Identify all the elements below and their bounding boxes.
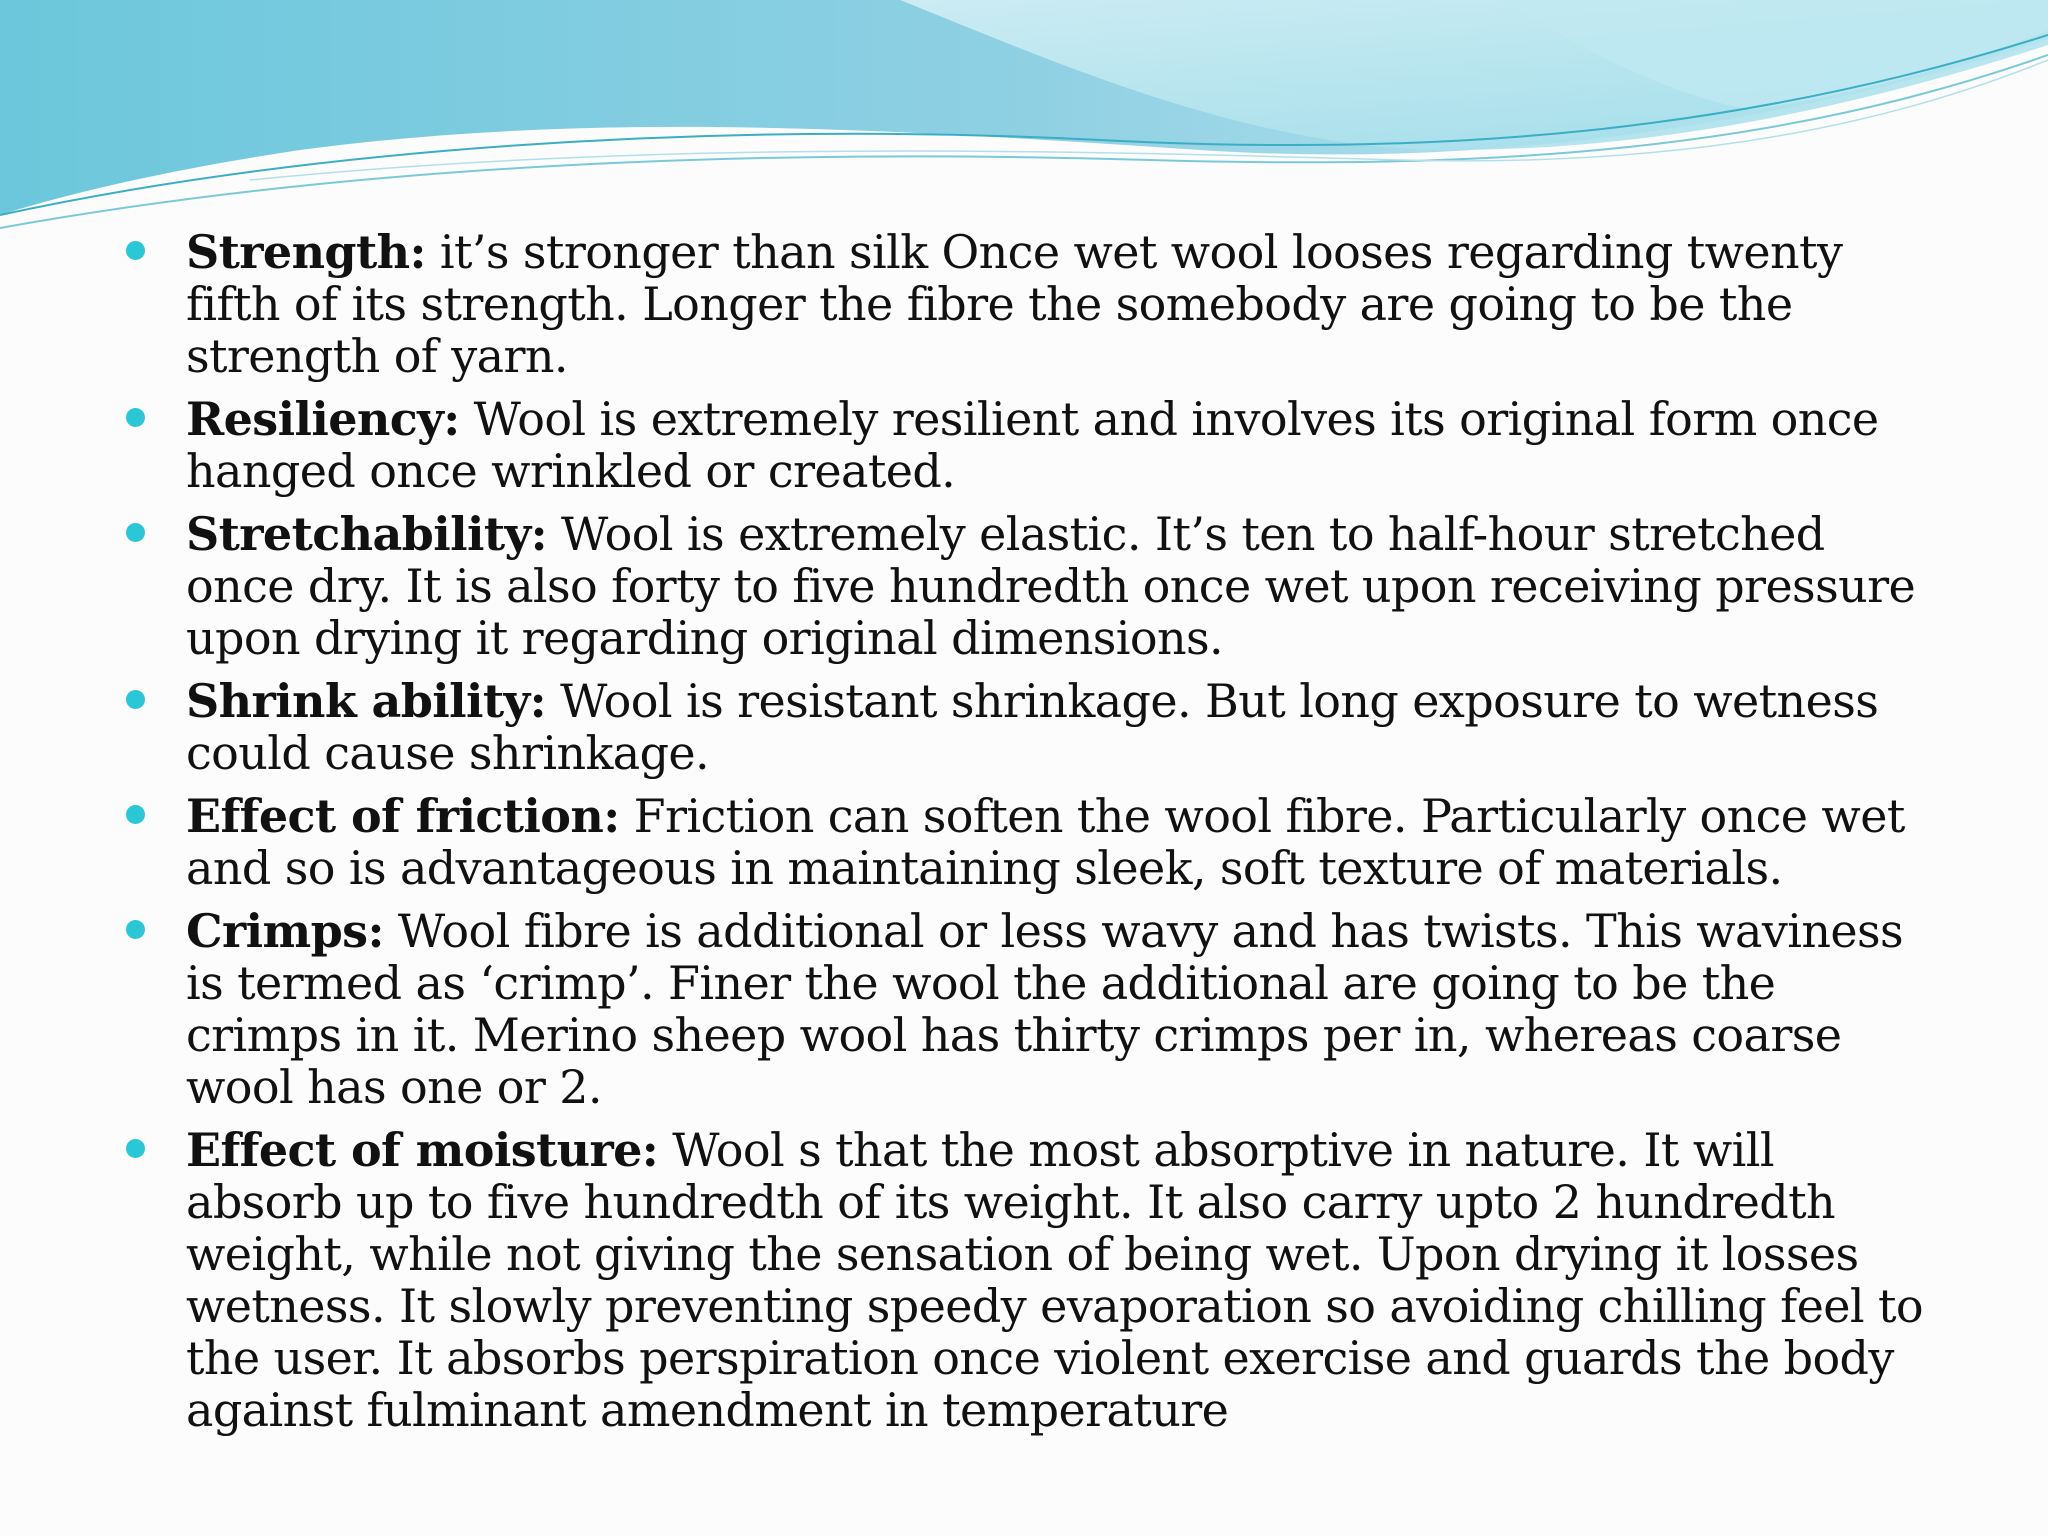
bullet-item-effect-of-friction <box>126 790 1926 894</box>
bullet-text: Wool is extremely resilient and involves its original form once hanged once wrinkled or created. <box>186 392 1879 498</box>
bullet-item-resiliency <box>126 393 1926 497</box>
bullet-term: Shrink ability: <box>186 674 547 728</box>
bullet-text: it’s stronger than silk Once wet wool looses regarding twenty fifth of its strength. Longer the fibre the somebody are going to be the strength of yarn. <box>186 225 1843 383</box>
bullet-item-strength <box>126 226 1926 382</box>
bullet-dot-icon <box>126 523 145 542</box>
bullet-term: Strength: <box>186 225 426 279</box>
bullet-dot-icon <box>126 408 145 427</box>
bullet-text: Wool fibre is additional or less wavy and has twists. This waviness is termed as ‘crimp’. Finer the wool the additional are going to be the crimps in it. Merino sheep wool has thirty crimps per in, whereas coarse wool has one or 2. <box>186 904 1904 1114</box>
bullet-text: Wool is resistant shrinkage. But long exposure to wetness could cause shrinkage. <box>186 674 1879 780</box>
bullet-item-crimps <box>126 905 1926 1113</box>
bullet-dot-icon <box>126 690 145 709</box>
bullet-dot-icon <box>126 805 145 824</box>
slide-content <box>126 226 1926 1447</box>
bullet-term: Resiliency: <box>186 392 460 446</box>
bullet-text: Wool s that the most absorptive in nature. It will absorb up to five hundredth of its weight. It also carry upto 2 hundredth weight, while not giving the sensation of being wet. Upon drying it losses wetness. It slowly preventing speedy evaporation so avoiding chilling feel to the user. It absorbs perspiration once violent exercise and guards the body against fulminant amendment in temperature <box>186 1123 1923 1437</box>
bullet-term: Effect of friction: <box>186 789 620 843</box>
bullet-text: Wool is extremely elastic. It’s ten to half-hour stretched once dry. It is also forty to five hundredth once wet upon receiving pressure upon drying it regarding original dimensions. <box>186 507 1916 665</box>
bullet-item-shrink-ability <box>126 675 1926 779</box>
header-wave-decoration <box>0 0 2048 240</box>
bullet-text: Friction can soften the wool fibre. Particularly once wet and so is advantageous in maintaining sleek, soft texture of materials. <box>186 789 1905 895</box>
bullet-term: Crimps: <box>186 904 384 958</box>
bullet-dot-icon <box>126 241 145 260</box>
bullet-item-effect-of-moisture <box>126 1124 1926 1436</box>
bullet-dot-icon <box>126 920 145 939</box>
bullet-list <box>126 226 1926 1436</box>
bullet-term: Effect of moisture: <box>186 1123 659 1177</box>
bullet-dot-icon <box>126 1139 145 1158</box>
bullet-item-stretchability <box>126 508 1926 664</box>
bullet-term: Stretchability: <box>186 507 548 561</box>
